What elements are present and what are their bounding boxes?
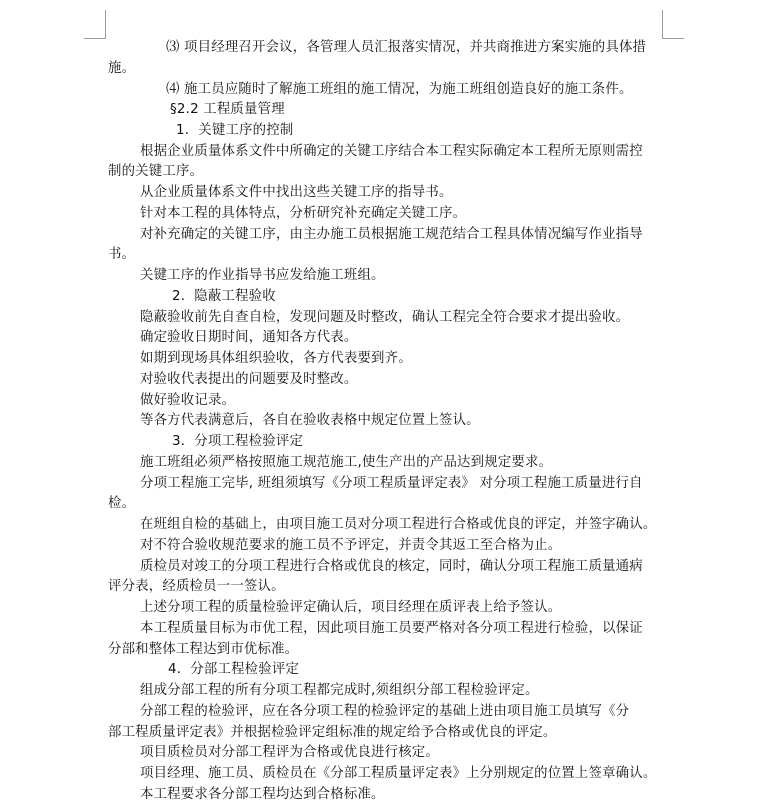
subsection-heading: 4．分部工程检验评定 [168, 662, 300, 677]
paragraph-line: 从企业质量体系文件中找出这些关键工序的指导书。 [140, 185, 453, 200]
paragraph-line: 对补充确定的关键工序，由主办施工员根据施工规范结合工程具体情况编写作业指导 [140, 227, 643, 242]
paragraph-line: 分项工程施工完毕, 班组须填写《分项工程质量评定表》 对分项工程施工质量进行自 [140, 476, 643, 491]
paragraph-line: 评分表，经质检员一一签认。 [108, 579, 285, 594]
paragraph-line: 分部工程的检验评，应在各分项工程的检验评定的基础上进由项目施工员填写《分 [140, 704, 630, 719]
subsection-heading: 2．隐蔽工程验收 [172, 289, 276, 304]
paragraph-line: 本工程要求各分部工程均达到合格标准。 [140, 787, 385, 802]
paragraph-line: 书。 [108, 247, 136, 262]
paragraph-line: 分部和整体工程达到市优标准。 [108, 642, 299, 657]
paragraph-line: 关键工序的作业指导书应发给施工班组。 [140, 268, 385, 283]
paragraph-line: 根据企业质量体系文件中所确定的关键工序结合本工程实际确定本工程所无原则需控 [140, 144, 643, 159]
paragraph-line: 对验收代表提出的问题要及时整改。 [140, 372, 358, 387]
paragraph-line: 部工程质量评定表》并根据检验评定组标准的规定给予合格或优良的评定。 [108, 725, 557, 740]
section-heading: §2.2 工程质量管理 [170, 102, 285, 117]
paragraph-line: 组成分部工程的所有分项工程都完成时,须组织分部工程检验评定。 [140, 683, 539, 698]
paragraph-line: ⑶ 项目经理召开会议，各管理人员汇报落实情况，并共商推进方案实施的具体措 [166, 40, 647, 55]
paragraph-line: 做好验收记录。 [140, 393, 236, 408]
paragraph-line: 等各方代表满意后，各自在验收表格中规定位置上签认。 [140, 413, 480, 428]
subsection-heading: 1．关键工序的控制 [176, 123, 294, 138]
margin-mark-left-vertical [105, 10, 106, 38]
margin-mark-right-horizontal [662, 38, 684, 39]
paragraph-line: 施。 [108, 61, 136, 76]
subsection-heading: 3．分项工程检验评定 [172, 434, 304, 449]
paragraph-line: 本工程质量目标为市优工程，因此项目施工员要严格对各分项工程进行检验，以保证 [140, 621, 643, 636]
paragraph-line: 确定验收日期时间，通知各方代表。 [140, 330, 358, 345]
paragraph-line: 针对本工程的具体特点，分析研究补充确定关键工序。 [140, 206, 467, 221]
paragraph-line: ⑷ 施工员应随时了解施工班组的施工情况，为施工班组创造良好的施工条件。 [166, 82, 633, 97]
paragraph-line: 隐蔽验收前先自查自检，发现问题及时整改，确认工程完全符合要求才提出验收。 [140, 310, 630, 325]
paragraph-line: 对不符合验收规范要求的施工员不予评定，并责令其返工至合格为止。 [140, 538, 562, 553]
paragraph-line: 在班组自检的基础上，由项目施工员对分项工程进行合格或优良的评定，并签字确认。 [140, 517, 657, 532]
margin-mark-right-vertical [662, 10, 663, 38]
paragraph-line: 项目经理、施工员、质检员在《分部工程质量评定表》上分别规定的位置上签章确认。 [140, 766, 657, 781]
paragraph-line: 项目质检员对分部工程评为合格或优良进行核定。 [140, 745, 439, 760]
margin-mark-left-horizontal [84, 38, 106, 39]
paragraph-line: 如期到现场具体组织验收，各方代表要到齐。 [140, 351, 412, 366]
paragraph-line: 上述分项工程的质量检验评定确认后，项目经理在质评表上给予签认。 [140, 600, 562, 615]
paragraph-line: 检。 [108, 496, 136, 511]
paragraph-line: 施工班组必须严格按照施工规范施工,使生产出的产品达到规定要求。 [140, 455, 553, 470]
paragraph-line: 制的关键工序。 [108, 164, 204, 179]
paragraph-line: 质检员对竣工的分项工程进行合格或优良的核定，同时，确认分项工程施工质量通病 [140, 559, 643, 574]
